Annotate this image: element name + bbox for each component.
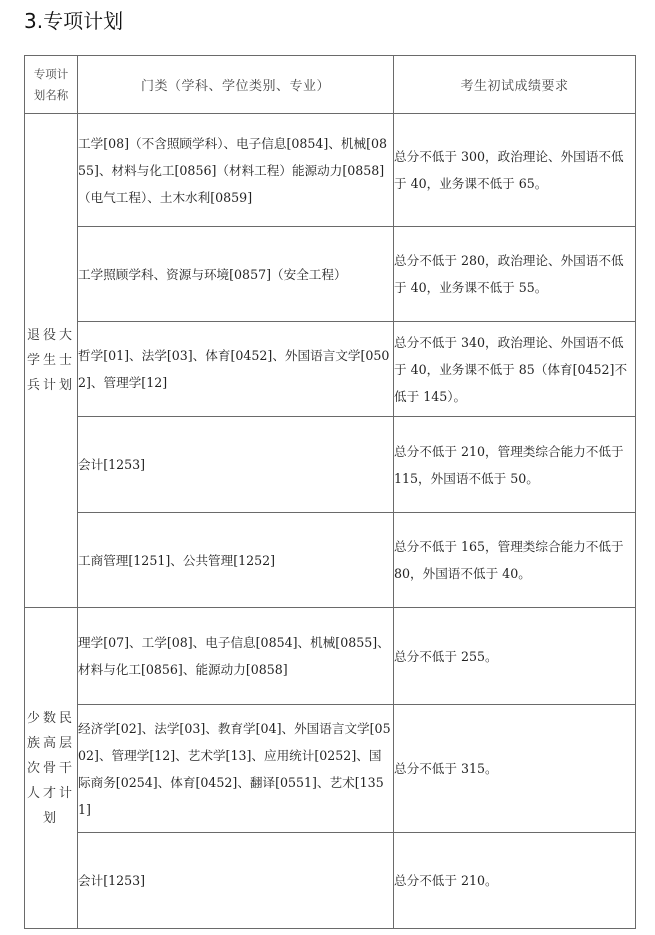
table-row	[25, 114, 636, 227]
header-requirement: 考生初试成绩要求	[394, 56, 636, 114]
category-cell: 工学照顾学科、资源与环境[0857]（安全工程）	[78, 227, 394, 322]
table-header-row	[25, 56, 636, 114]
plan-name-cell-veterans: 退役大学生士兵计划	[25, 114, 78, 608]
requirement-cell: 总分不低于 280，政治理论、外国语不低于 40，业务课不低于 55。	[394, 227, 636, 322]
section-heading: 3.专项计划	[24, 9, 124, 33]
category-cell: 会计[1253]	[78, 833, 394, 929]
requirement-cell: 总分不低于 315。	[394, 705, 636, 833]
header-category: 门类（学科、学位类别、专业）	[78, 56, 394, 114]
requirement-cell: 总分不低于 300，政治理论、外国语不低于 40，业务课不低于 65。	[394, 114, 636, 227]
header-plan-name: 专项计划名称	[25, 56, 78, 114]
plan-name-cell-minority: 少数民族高层次骨干人才计划	[25, 608, 78, 929]
requirement-cell: 总分不低于 165，管理类综合能力不低于 80，外国语不低于 40。	[394, 513, 636, 608]
category-cell: 理学[07]、工学[08]、电子信息[0854]、机械[0855]、材料与化工[0856]、能源动力[0858]	[78, 608, 394, 705]
category-cell: 会计[1253]	[78, 417, 394, 513]
table-row	[25, 608, 636, 705]
category-cell: 工商管理[1251]、公共管理[1252]	[78, 513, 394, 608]
category-cell: 经济学[02]、法学[03]、教育学[04]、外国语言文学[0502]、管理学[12]、艺术学[13]、应用统计[0252]、国际商务[0254]、体育[0452]、翻译[0551]、艺术[1351]	[78, 705, 394, 833]
table-row	[25, 833, 636, 929]
requirement-cell: 总分不低于 340，政治理论、外国语不低于 40，业务课不低于 85（体育[0452]不低于 145）。	[394, 322, 636, 417]
table-row	[25, 513, 636, 608]
requirement-cell: 总分不低于 210，管理类综合能力不低于 115，外国语不低于 50。	[394, 417, 636, 513]
requirement-cell: 总分不低于 255。	[394, 608, 636, 705]
category-cell: 哲学[01]、法学[03]、体育[0452]、外国语言文学[0502]、管理学[12]	[78, 322, 394, 417]
table-row	[25, 322, 636, 417]
requirement-cell: 总分不低于 210。	[394, 833, 636, 929]
table-row	[25, 417, 636, 513]
table-row	[25, 705, 636, 833]
special-plan-table	[24, 55, 636, 929]
category-cell: 工学[08]（不含照顾学科）、电子信息[0854]、机械[0855]、材料与化工[0856]（材料工程）能源动力[0858]（电气工程）、土木水利[0859]	[78, 114, 394, 227]
table-row	[25, 227, 636, 322]
